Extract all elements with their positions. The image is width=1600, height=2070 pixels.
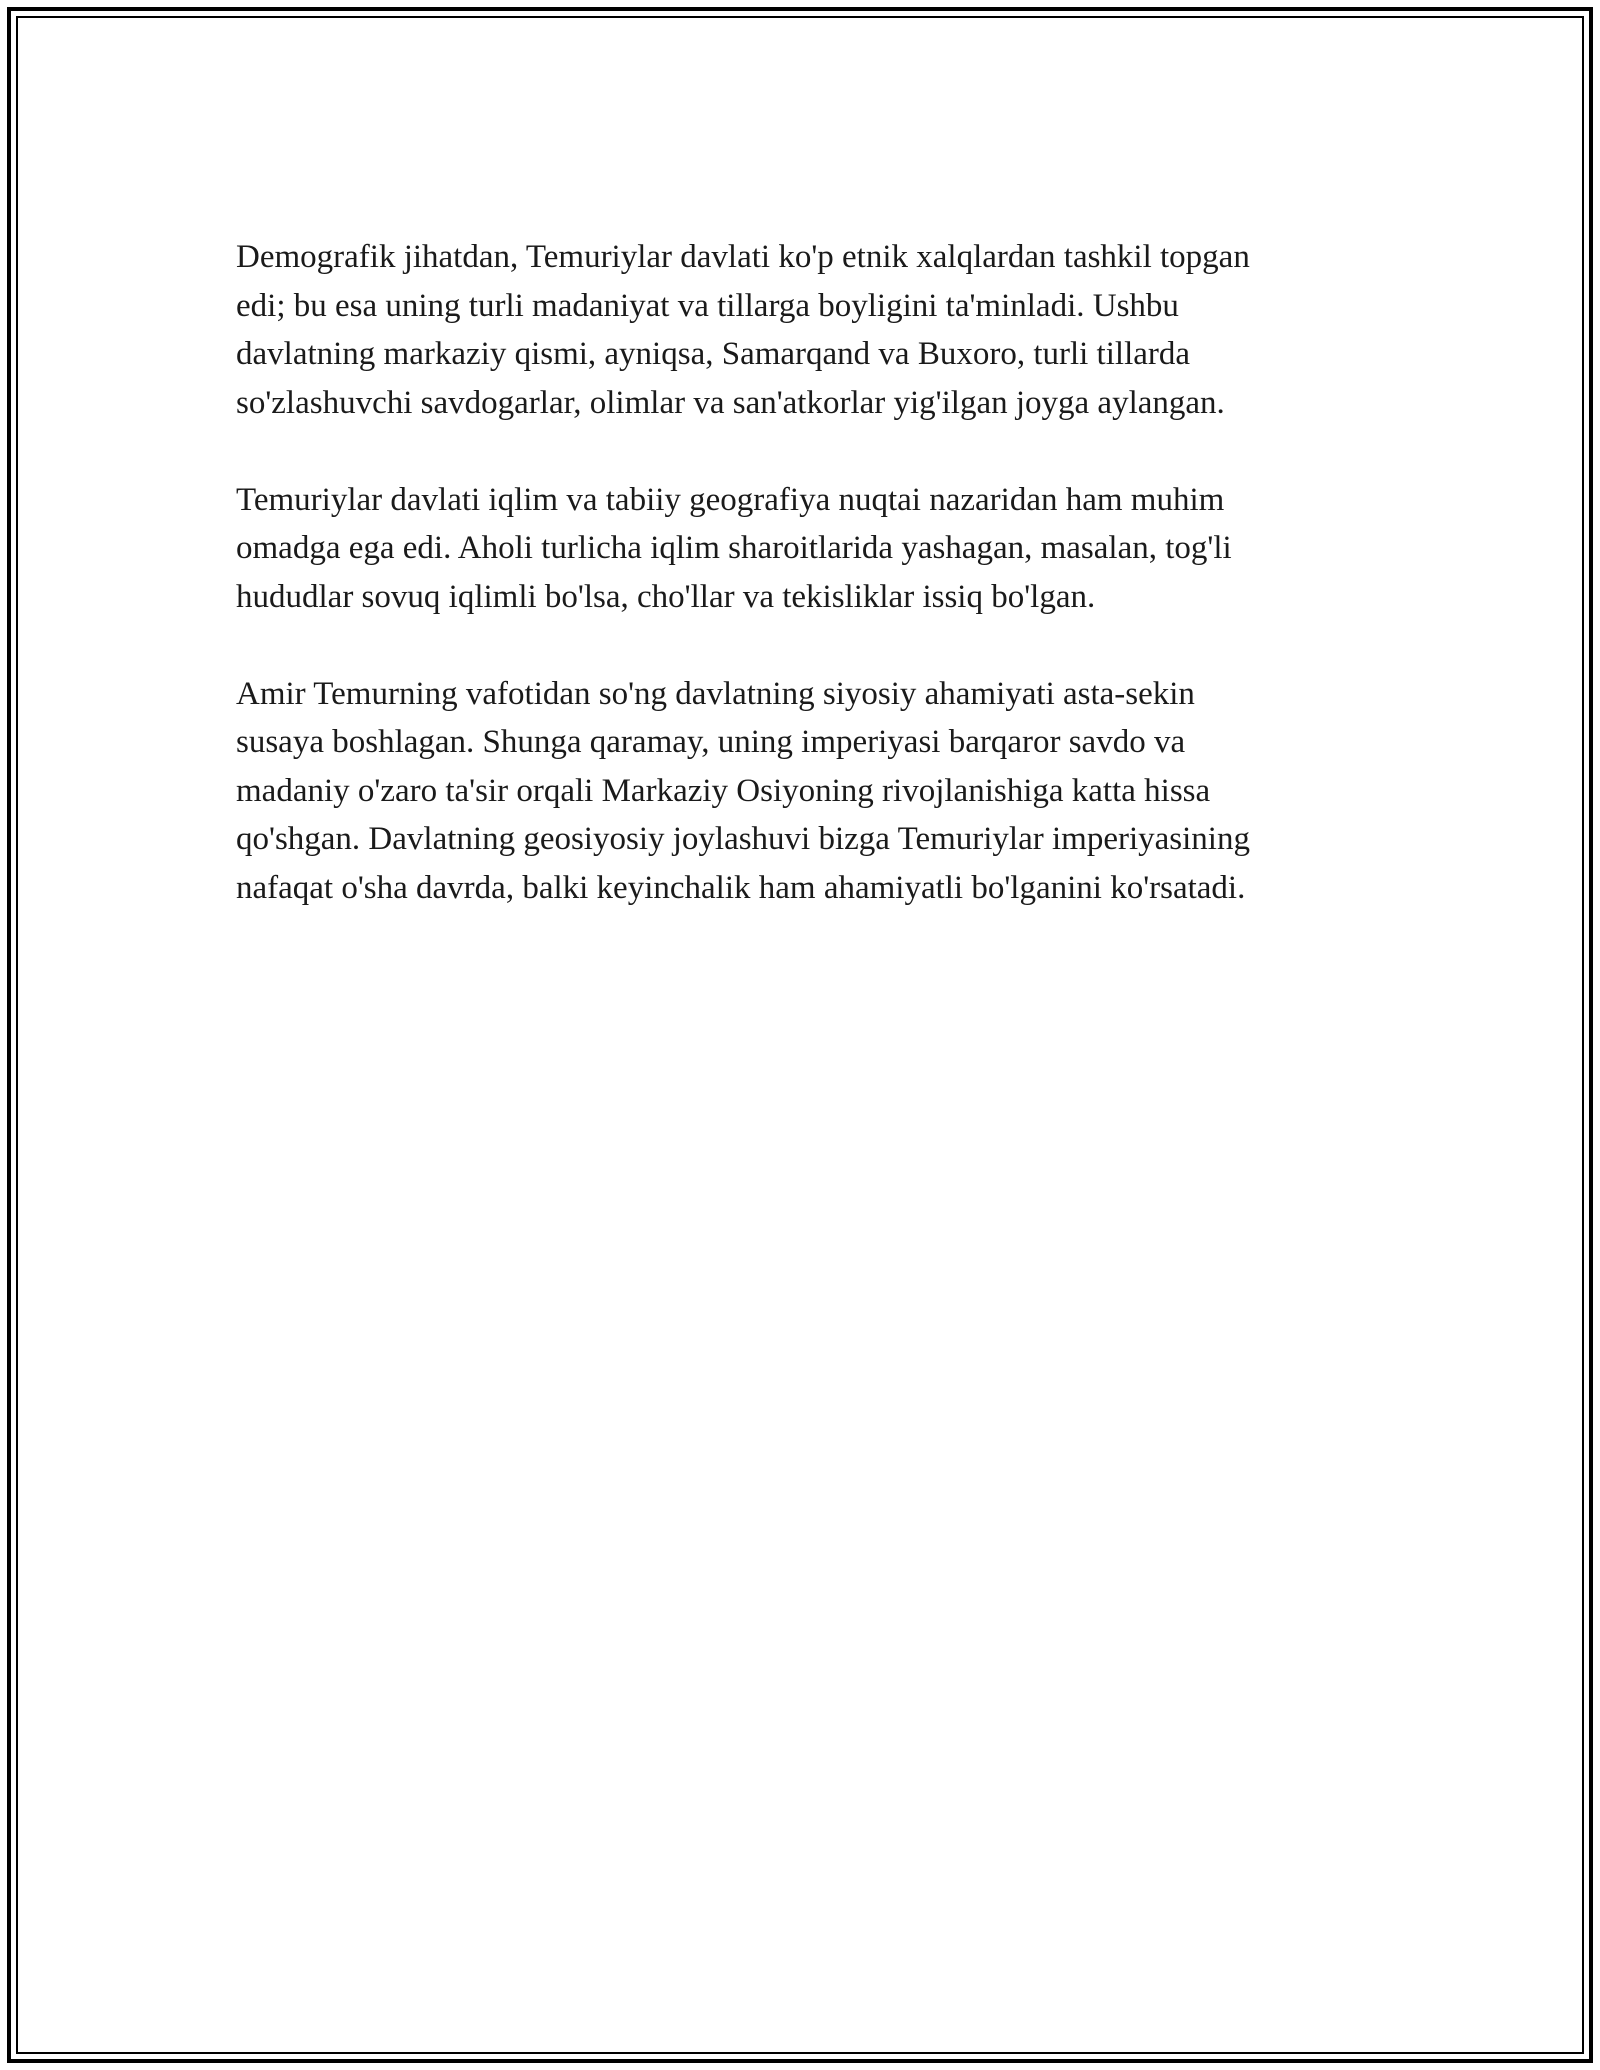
document-body xyxy=(236,233,1376,961)
paragraph-legacy: Amir Temurning vafotidan so'ng davlatning siyosiy ahamiyati asta-sekin susaya boshlagan. Shunga qaramay, uning imperiyasi barqaror savdo va madaniy o'zaro ta'sir orqali Markaziy Osiyoning rivojlanishiga katta hissa qo'shgan. Davlatning geosiyosiy joylashuvi bizga Temuriylar imperiyasining nafaqat o'sha davrda, balki keyinchalik ham ahamiyatli bo'lganini ko'rsatadi. xyxy=(236,675,1250,906)
paragraph-climate: Temuriylar davlati iqlim va tabiiy geografiya nuqtai nazaridan ham muhim omadga ega edi. Aholi turlicha iqlim sharoitlarida yashagan, masalan, tog'li hududlar sovuq iqlimli bo'lsa, cho'llar va tekisliklar issiq bo'lgan. xyxy=(236,481,1232,615)
paragraph-demography: Demografik jihatdan, Temuriylar davlati ko'p etnik xalqlardan tashkil topgan edi; bu esa uning turli madaniyat va tillarga boyligini ta'minladi. Ushbu davlatning markaziy qismi, ayniqsa, Samarqand va Buxoro, turli tillarda so'zlashuvchi savdogarlar, olimlar va san'atkorlar yig'ilgan joyga aylangan. xyxy=(236,239,1250,421)
